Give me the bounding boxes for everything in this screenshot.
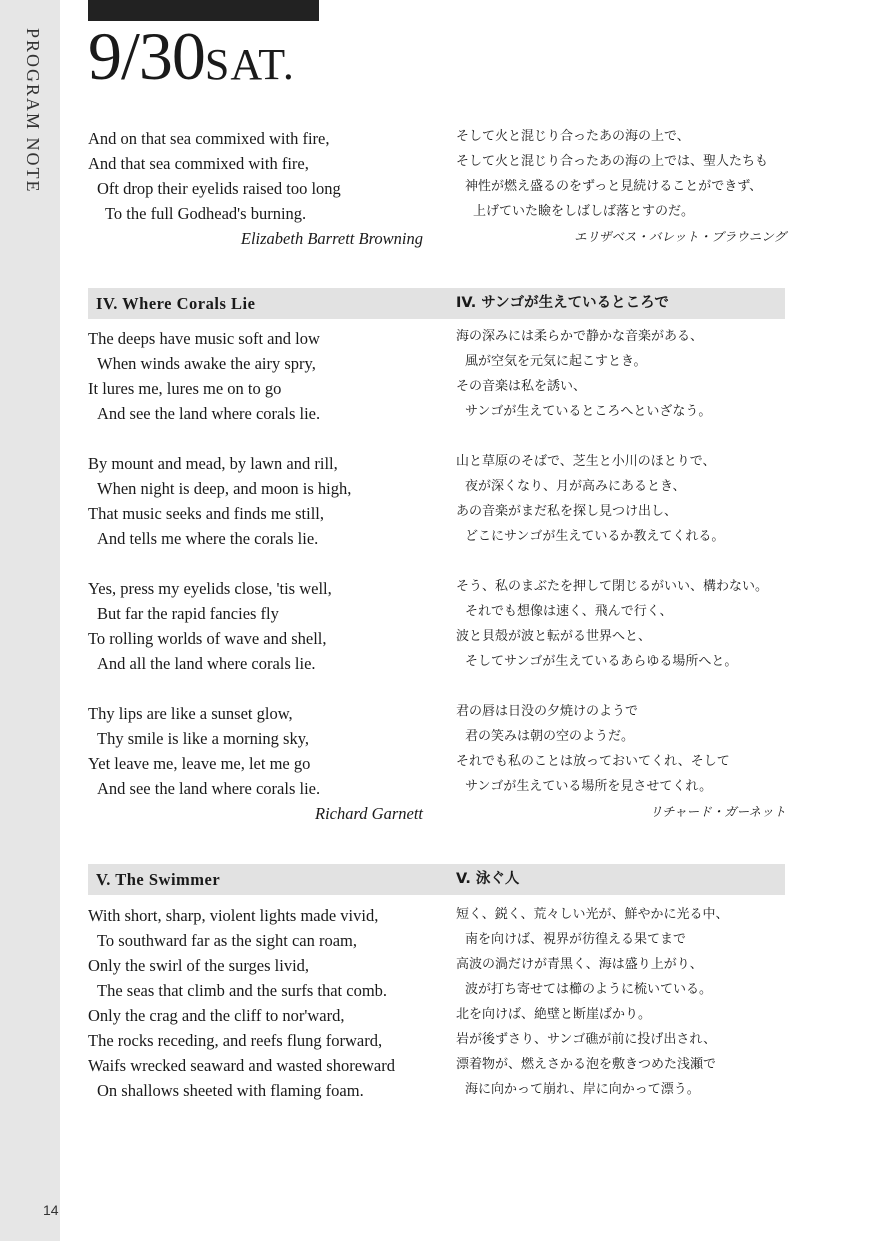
date-day: SAT. bbox=[204, 40, 295, 89]
poem-line: Yes, press my eyelids close, 'tis well, bbox=[88, 579, 332, 598]
section-title-en: IV. Where Corals Lie bbox=[96, 294, 256, 313]
section5-poem-en bbox=[88, 903, 423, 1103]
sidebar-label: PROGRAM NOTE bbox=[23, 28, 43, 194]
poem-line: 波と貝殻が波と転がる世界へと、 bbox=[456, 629, 652, 644]
poem-line: 南を向けば、視界が彷徨える果てまで bbox=[465, 932, 687, 947]
poem-line: And see the land where corals lie. bbox=[97, 404, 321, 423]
poem-line: On shallows sheeted with flaming foam. bbox=[97, 1081, 364, 1100]
poem-line: 海に向かって崩れ、岸に向かって漂う。 bbox=[465, 1082, 700, 1097]
poem-line: But far the rapid fancies fly bbox=[97, 604, 279, 623]
poem-line: It lures me, lures me on to go bbox=[88, 379, 282, 398]
poem-line: 山と草原のそばで、芝生と小川のほとりで、 bbox=[456, 454, 716, 469]
poem-line: それでも私のことは放っておいてくれ、そして bbox=[456, 754, 730, 769]
poem-line: The rocks receding, and reefs flung forward, bbox=[88, 1031, 383, 1050]
section5-poem-ja bbox=[456, 902, 786, 1102]
intro-poem-en bbox=[88, 126, 423, 251]
poem-line: サンゴが生えているところへといざなう。 bbox=[465, 404, 712, 419]
poem-line: 海の深みには柔らかで静かな音楽がある、 bbox=[456, 329, 704, 344]
poem-line: Thy lips are like a sunset glow, bbox=[88, 704, 293, 723]
poem-line: 風が空気を元気に起こすとき。 bbox=[465, 354, 647, 369]
poem-line: The seas that climb and the surfs that comb. bbox=[97, 981, 388, 1000]
poem-line: 高波の渦だけが青黒く、海は盛り上がり、 bbox=[456, 957, 703, 972]
section-title-ja: V. 泳ぐ人 bbox=[456, 871, 520, 887]
poem-author: エリザベス・バレット・ブラウニング bbox=[574, 229, 786, 244]
poem-line: 短く、鋭く、荒々しい光が、鮮やかに光る中、 bbox=[456, 907, 729, 922]
poem-line: その音楽は私を誘い、 bbox=[456, 379, 587, 394]
poem-line: Waifs wrecked seaward and wasted shoreward bbox=[88, 1056, 395, 1075]
page-number: 14 bbox=[43, 1202, 59, 1218]
intro-poem-ja bbox=[456, 124, 786, 249]
poem-line: そして火と混じり合ったあの海の上では、聖人たちも bbox=[456, 154, 769, 169]
poem-line: When night is deep, and moon is high, bbox=[97, 479, 352, 498]
poem-line: And that sea commixed with fire, bbox=[88, 154, 309, 173]
section4-poem-ja bbox=[456, 324, 786, 824]
poem-line: Only the swirl of the surges livid, bbox=[88, 956, 310, 975]
section4-poem-en bbox=[88, 326, 423, 826]
poem-line: To the full Godhead's burning. bbox=[105, 204, 307, 223]
page-title bbox=[88, 18, 295, 94]
poem-line: 北を向けば、絶壁と断崖ばかり。 bbox=[456, 1007, 652, 1022]
poem-line: そして火と混じり合ったあの海の上で、 bbox=[456, 129, 690, 144]
poem-line: 漂着物が、燃えさかる泡を敷きつめた浅瀬で bbox=[456, 1057, 717, 1072]
poem-line: それでも想像は速く、飛んで行く、 bbox=[465, 604, 673, 619]
poem-line: With short, sharp, violent lights made vivid, bbox=[88, 906, 379, 925]
poem-line: Thy smile is like a morning sky, bbox=[97, 729, 310, 748]
poem-author: Richard Garnett bbox=[315, 804, 423, 823]
sidebar bbox=[0, 0, 60, 1241]
section-heading bbox=[88, 864, 785, 895]
poem-line: Only the crag and the cliff to nor'ward, bbox=[88, 1006, 345, 1025]
poem-line: 神性が燃え盛るのをずっと見続けることができず、 bbox=[465, 179, 763, 194]
poem-line: 波が打ち寄せては櫛のように梳いている。 bbox=[465, 982, 713, 997]
poem-line: サンゴが生えている場所を見させてくれ。 bbox=[465, 779, 713, 794]
poem-line: Yet leave me, leave me, let me go bbox=[88, 754, 311, 773]
poem-line: And tells me where the corals lie. bbox=[97, 529, 319, 548]
poem-line: 君の唇は日没の夕焼けのようで bbox=[456, 704, 639, 719]
poem-author: Elizabeth Barrett Browning bbox=[240, 229, 423, 248]
poem-line: When winds awake the airy spry, bbox=[97, 354, 316, 373]
poem-line: And on that sea commixed with fire, bbox=[88, 129, 330, 148]
poem-line: 岩が後ずさり、サンゴ礁が前に投げ出され、 bbox=[456, 1032, 717, 1047]
poem-line: And all the land where corals lie. bbox=[97, 654, 316, 673]
poem-line: 夜が深くなり、月が高みにあるとき、 bbox=[465, 479, 686, 494]
poem-line: そしてサンゴが生えているあらゆる場所へと。 bbox=[465, 654, 738, 669]
poem-author: リチャード・ガーネット bbox=[649, 804, 786, 819]
section-title-en: V. The Swimmer bbox=[96, 870, 221, 889]
poem-line: By mount and mead, by lawn and rill, bbox=[88, 454, 338, 473]
poem-line: 君の笑みは朝の空のようだ。 bbox=[465, 729, 635, 744]
poem-line: どこにサンゴが生えているか教えてくれる。 bbox=[465, 529, 725, 544]
poem-line: そう、私のまぶたを押して閉じるがいい、構わない。 bbox=[456, 579, 769, 594]
poem-line: To southward far as the sight can roam, bbox=[97, 931, 358, 950]
poem-line: Oft drop their eyelids raised too long bbox=[97, 179, 341, 198]
poem-line: And see the land where corals lie. bbox=[97, 779, 321, 798]
date-number: 9/30 bbox=[88, 18, 205, 94]
poem-line: To rolling worlds of wave and shell, bbox=[88, 629, 327, 648]
poem-line: That music seeks and finds me still, bbox=[88, 504, 325, 523]
poem-line: The deeps have music soft and low bbox=[88, 329, 320, 348]
section-title-ja: IV. サンゴが生えているところで bbox=[456, 295, 669, 311]
section-heading bbox=[88, 288, 785, 319]
poem-line: あの音楽がまだ私を探し見つけ出し、 bbox=[456, 504, 678, 519]
poem-line: 上げていた瞼をしばしば落とすのだ。 bbox=[473, 204, 695, 219]
